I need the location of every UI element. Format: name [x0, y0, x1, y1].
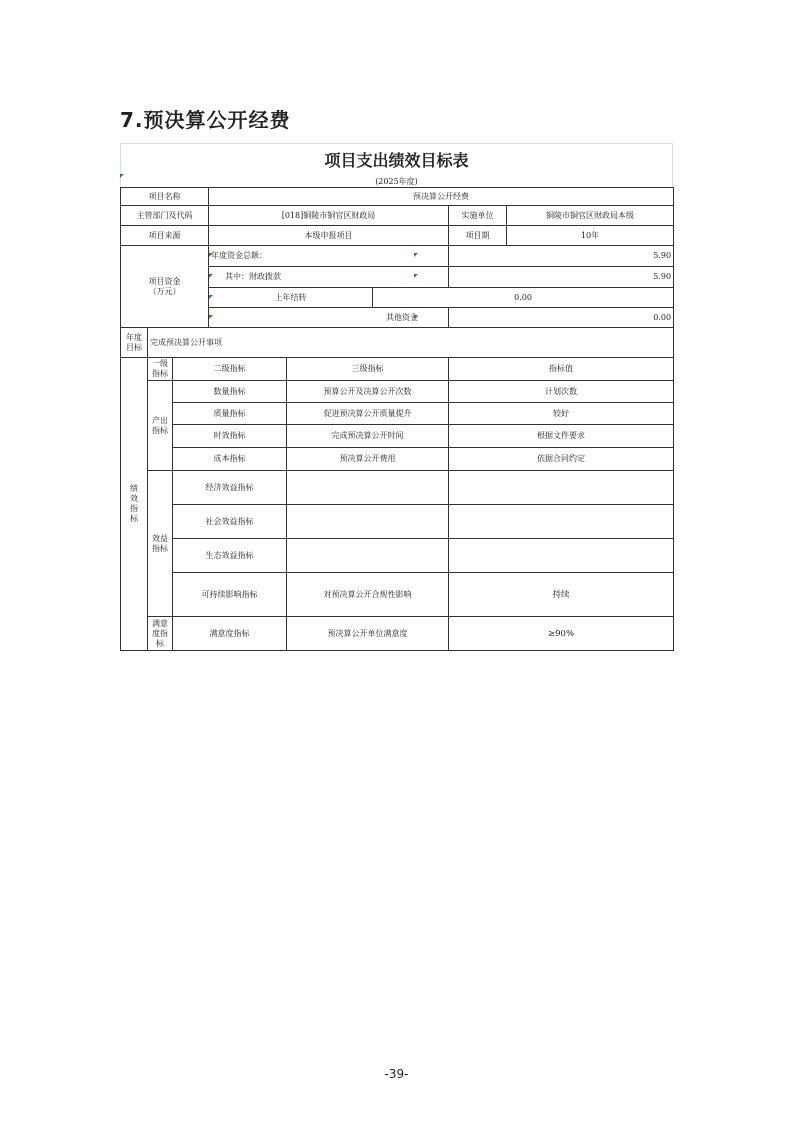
funds-total-label: 年度资金总额： — [209, 246, 449, 267]
table-row — [121, 539, 674, 573]
dept-label: 主管部门及代码 — [121, 206, 209, 226]
level3-cell: 预决算公开费用 — [287, 448, 449, 471]
indicator-group-label: 绩 效 指 标 — [121, 358, 148, 651]
table-row — [121, 573, 674, 617]
period-label: 项目期 — [449, 226, 507, 246]
satisfaction-indicator-label: 满意 度指 标 — [148, 617, 173, 651]
col-value: 指标值 — [449, 358, 674, 381]
table-row — [121, 358, 674, 381]
section-heading: 7.预决算公开经费 — [120, 108, 291, 132]
level3-cell: 完成预决算公开时间 — [287, 425, 449, 448]
col-level2: 二级指标 — [173, 358, 287, 381]
cell-marker-icon — [209, 295, 213, 299]
benefit-indicator-label: 效益 指标 — [148, 471, 173, 617]
funds-other-label: 其他资金 — [209, 308, 449, 328]
cell-marker-icon — [414, 253, 418, 257]
period-value: 10年 — [507, 226, 674, 246]
level2-cell: 经济效益指标 — [173, 471, 287, 505]
level2-cell: 满意度指标 — [173, 617, 287, 651]
level2-cell: 时效指标 — [173, 425, 287, 448]
value-cell: 依据合同约定 — [449, 448, 674, 471]
source-value: 本级申报项目 — [209, 226, 449, 246]
table-row — [121, 188, 674, 206]
table-year: (2025年度) — [120, 176, 673, 187]
level3-cell — [287, 471, 449, 505]
table-row — [121, 617, 674, 651]
value-cell: ≥90% — [449, 617, 674, 651]
col-level1: 一级 指标 — [148, 358, 173, 381]
performance-table-sheet — [120, 143, 673, 651]
table-row — [121, 206, 674, 226]
value-cell: 持续 — [449, 573, 674, 617]
cell-marker-icon — [414, 315, 418, 319]
cell-marker-icon — [209, 315, 213, 319]
impl-value: 铜陵市铜官区财政局本级 — [507, 206, 674, 226]
level2-cell: 生态效益指标 — [173, 539, 287, 573]
funds-total-value: 5.90 — [449, 246, 674, 267]
cell-marker-icon — [209, 274, 213, 278]
level3-cell: 预算公开及决算公开次数 — [287, 381, 449, 403]
table-row — [121, 381, 674, 403]
cell-marker-icon — [414, 274, 418, 278]
funds-carry-value: 0.00 — [373, 288, 674, 308]
level3-cell: 对预决算公开合规性影响 — [287, 573, 449, 617]
annual-goal-value: 完成预决算公开事项 — [148, 328, 674, 358]
level3-cell: 预决算公开单位满意度 — [287, 617, 449, 651]
value-cell — [449, 539, 674, 573]
value-cell: 较好 — [449, 403, 674, 425]
page-number: -39- — [384, 1067, 409, 1081]
level3-cell: 促进预决算公开质量提升 — [287, 403, 449, 425]
table-row — [121, 471, 674, 505]
funds-other-value: 0.00 — [449, 308, 674, 328]
annual-goal-label: 年度 目标 — [121, 328, 148, 358]
value-cell — [449, 505, 674, 539]
funds-label: 项目资金 （万元） — [121, 246, 209, 328]
value-cell: 根据文件要求 — [449, 425, 674, 448]
value-cell — [449, 471, 674, 505]
performance-table — [120, 187, 674, 651]
level2-cell: 质量指标 — [173, 403, 287, 425]
dept-value: [018]铜陵市铜官区财政局 — [209, 206, 449, 226]
project-name-label: 项目名称 — [121, 188, 209, 206]
level3-cell — [287, 505, 449, 539]
cell-marker-icon — [120, 174, 124, 178]
level2-cell: 可持续影响指标 — [173, 573, 287, 617]
level2-cell: 成本指标 — [173, 448, 287, 471]
value-cell: 计划次数 — [449, 381, 674, 403]
output-indicator-label: 产出 指标 — [148, 381, 173, 471]
table-row — [121, 226, 674, 246]
funds-fiscal-label: 其中：财政拨款 — [209, 267, 449, 288]
cell-marker-icon — [209, 253, 213, 257]
table-row — [121, 448, 674, 471]
source-label: 项目来源 — [121, 226, 209, 246]
col-level3: 三级指标 — [287, 358, 449, 381]
level2-cell: 社会效益指标 — [173, 505, 287, 539]
table-title: 项目支出绩效目标表 — [120, 143, 673, 176]
table-row — [121, 425, 674, 448]
level3-cell — [287, 539, 449, 573]
table-row — [121, 403, 674, 425]
funds-fiscal-value: 5.90 — [449, 267, 674, 288]
impl-label: 实施单位 — [449, 206, 507, 226]
table-row — [121, 328, 674, 358]
funds-carry-label: 上年结转 — [209, 288, 373, 308]
table-row — [121, 505, 674, 539]
project-name-value: 预决算公开经费 — [209, 188, 674, 206]
level2-cell: 数量指标 — [173, 381, 287, 403]
table-row — [121, 246, 674, 267]
